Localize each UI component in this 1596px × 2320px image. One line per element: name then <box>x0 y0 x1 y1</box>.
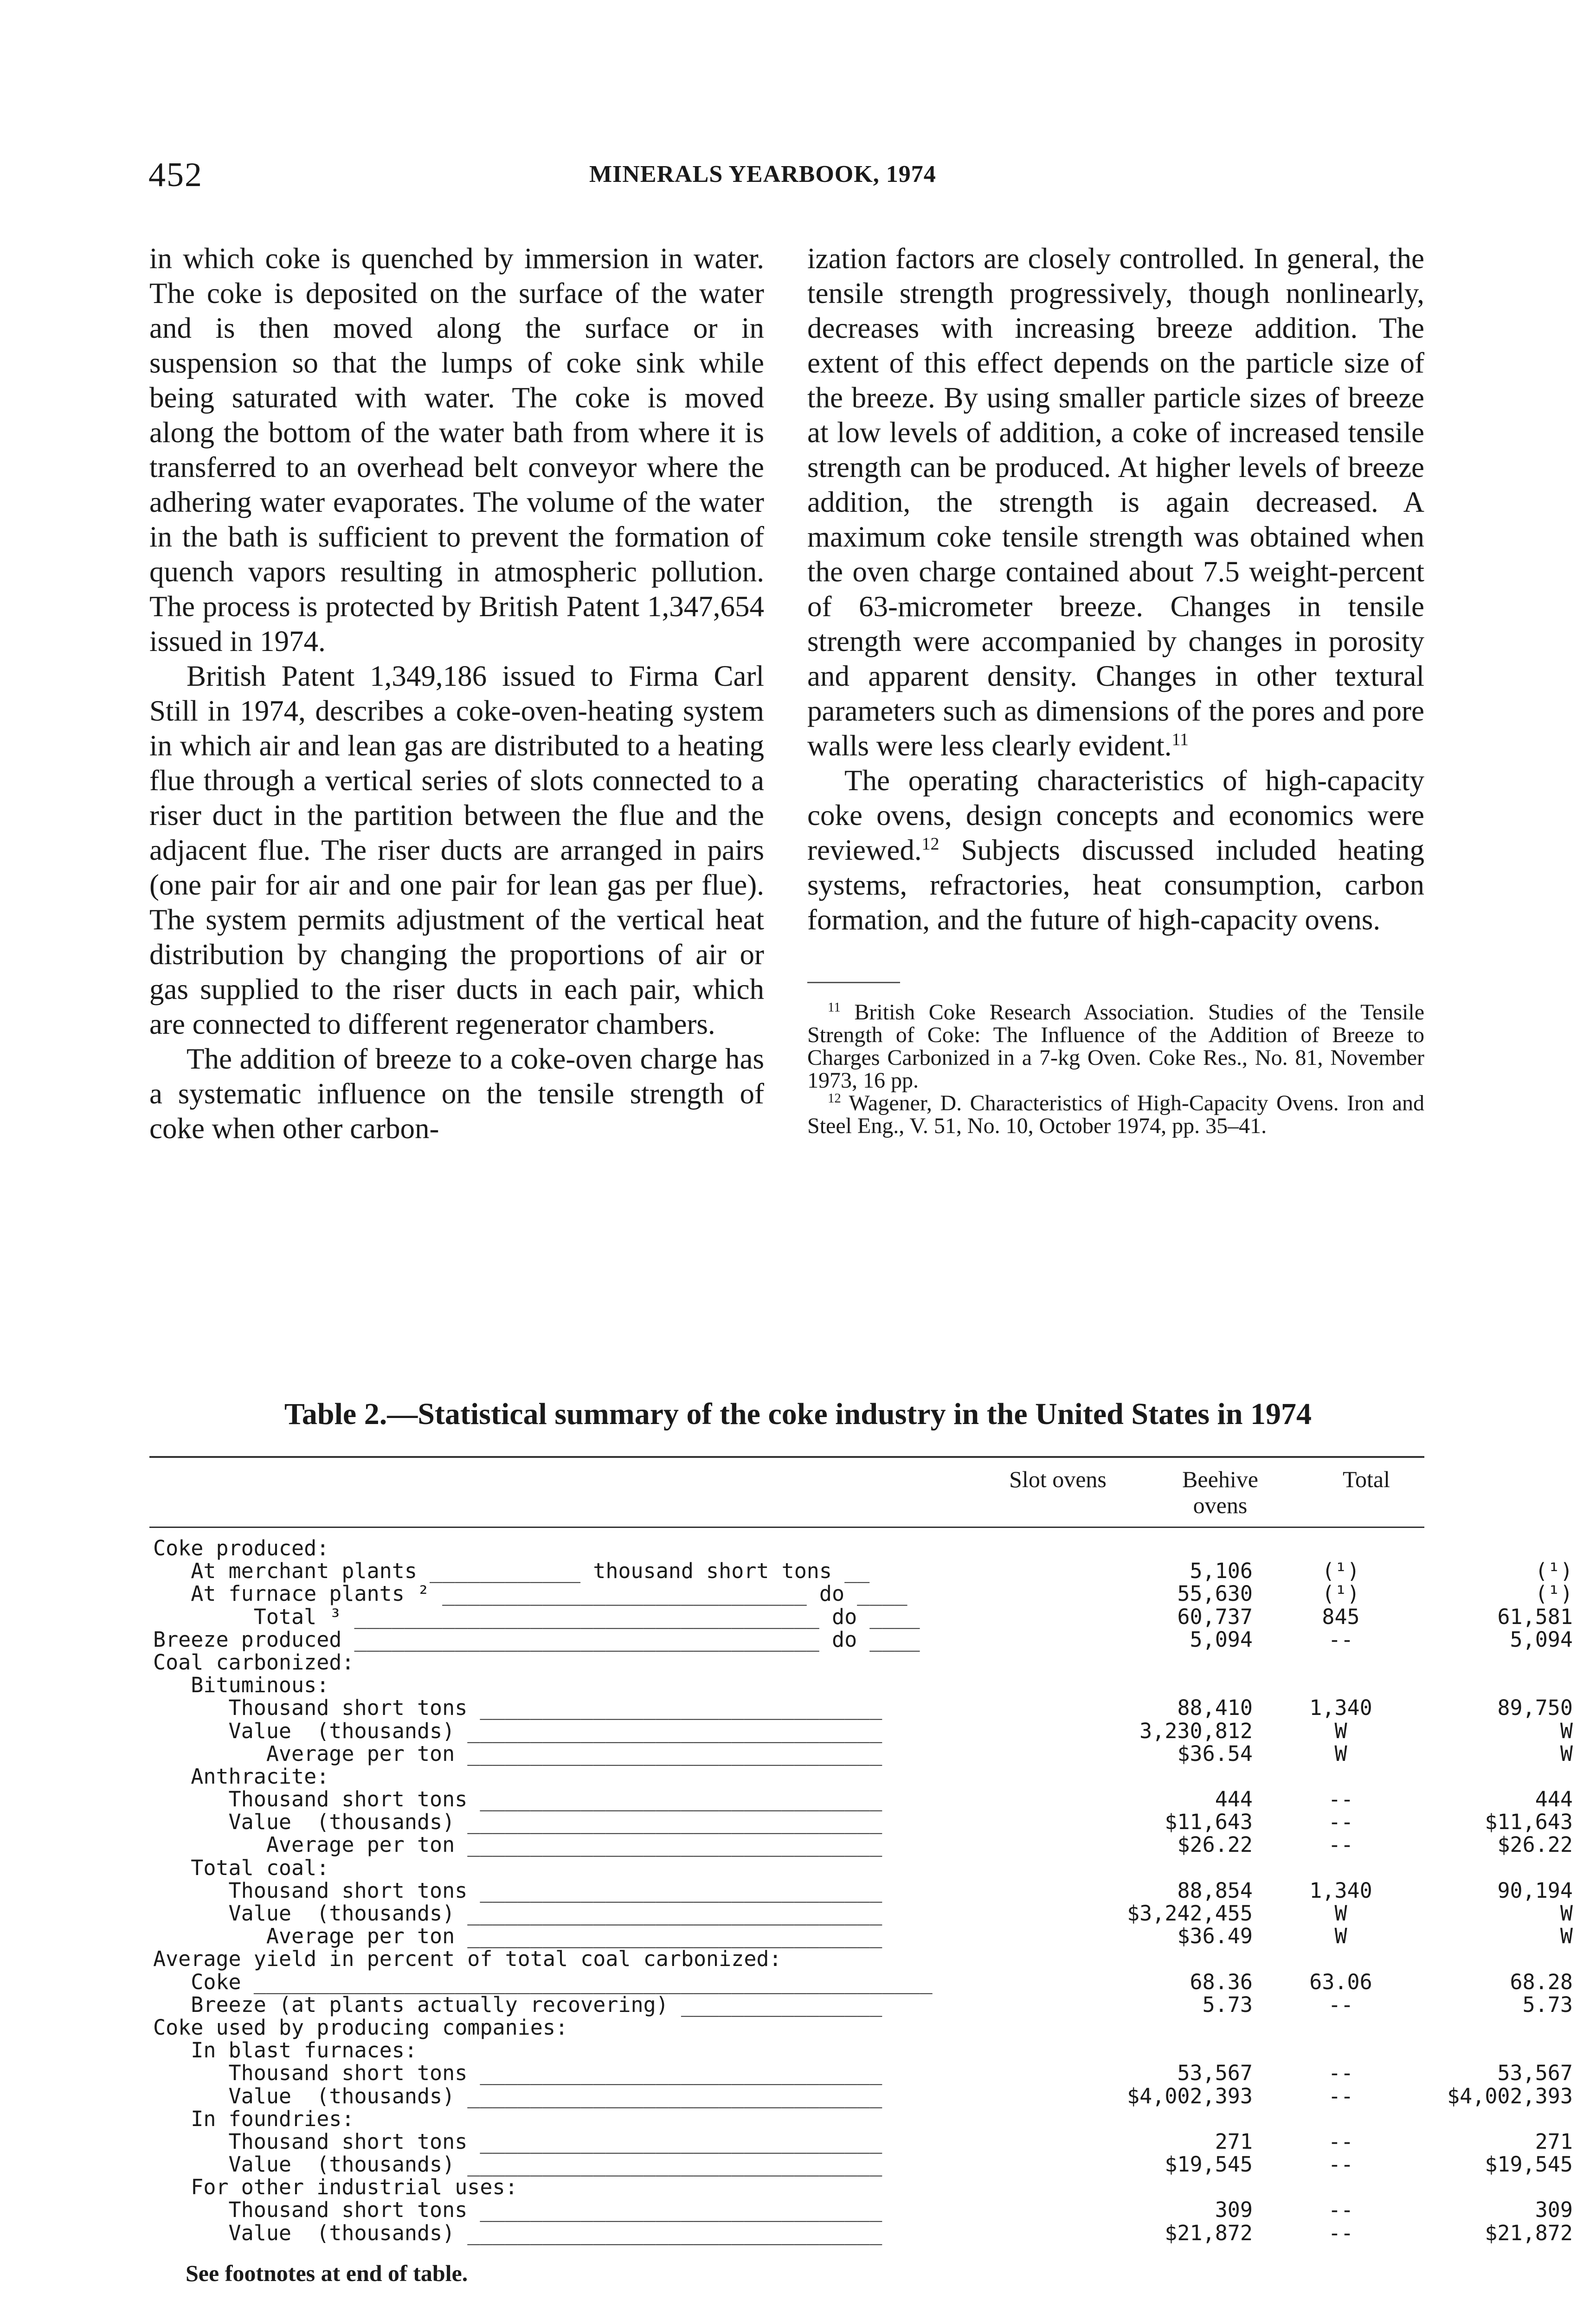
table-row <box>153 2083 1573 2108</box>
cell-total: $11,643 <box>1485 1810 1573 1835</box>
table-row <box>153 1718 1573 1743</box>
table-row <box>153 1947 1427 1970</box>
row-label: Value (thousands) _________________________________ <box>153 2152 882 2177</box>
page-number: 452 <box>148 156 203 194</box>
cell-slot: $3,242,455 <box>1127 1901 1253 1926</box>
cell-beehive: -- <box>1328 1810 1354 1835</box>
row-label: Value (thousands) _________________________________ <box>153 1901 882 1926</box>
footnote-number: 12 <box>828 1091 841 1106</box>
row-label: Coke used by producing companies: <box>153 2015 568 2040</box>
cell-slot: $11,643 <box>1165 1810 1253 1835</box>
cell-total: 309 <box>1535 2198 1573 2223</box>
cell-beehive: 63.06 <box>1309 1969 1372 1994</box>
row-label: Total ³ _____________________________________ do ____ <box>153 1604 920 1629</box>
table-row <box>153 2152 1573 2177</box>
footnote <box>807 1001 1424 1092</box>
row-label: Bituminous: <box>153 1673 329 1698</box>
cell-slot: $26.22 <box>1177 1832 1253 1857</box>
table-row <box>153 2198 1573 2223</box>
row-label: Breeze (at plants actually recovering) ________________ <box>153 1992 882 2017</box>
row-label: Thousand short tons ________________________________ <box>153 1878 882 1903</box>
footnote-text: Wagener, D. Characteristics of High-Capacity Ovens. Iron and Steel Eng., V. 51, No. 10, October 1974, pp. 35–41. <box>807 1091 1424 1138</box>
cell-total: 444 <box>1535 1787 1573 1812</box>
footnote-ref: 11 <box>1171 730 1189 749</box>
cell-beehive: -- <box>1328 1832 1354 1857</box>
row-label: Thousand short tons ________________________________ <box>153 1695 882 1721</box>
cell-beehive: W <box>1334 1924 1347 1949</box>
cell-slot: 53,567 <box>1177 2061 1253 2086</box>
table-row <box>153 1924 1573 1949</box>
cell-total: (¹) <box>1535 1559 1573 1584</box>
table-row <box>153 2016 1427 2039</box>
table-row <box>153 1810 1573 1835</box>
cell-slot: $4,002,393 <box>1127 2083 1253 2108</box>
row-label: Average per ton _________________________________ <box>153 1741 882 1766</box>
cell-slot: 68.36 <box>1190 1969 1253 1994</box>
table-row <box>153 2176 1427 2198</box>
paragraph-tensile-strength <box>807 241 1424 763</box>
table-row <box>153 1581 1573 1606</box>
row-label: Breeze produced _____________________________________ do ____ <box>153 1627 920 1652</box>
row-label: Thousand short tons ________________________________ <box>153 2129 882 2154</box>
table-row <box>153 2039 1427 2062</box>
row-label: In foundries: <box>153 2106 354 2131</box>
table-row <box>153 1559 1573 1584</box>
cell-slot: 444 <box>1215 1787 1253 1812</box>
cell-beehive: 845 <box>1322 1604 1360 1629</box>
paragraph-text: The operating characteristics of high-capacity coke ovens, design concepts and economics were reviewed. <box>807 764 1424 866</box>
cell-total: $19,545 <box>1485 2152 1573 2177</box>
cell-total: 61,581 <box>1497 1604 1573 1629</box>
cell-beehive: W <box>1334 1718 1347 1743</box>
footnote-ref: 12 <box>921 834 940 854</box>
table-row <box>153 1695 1573 1721</box>
footnote-divider <box>807 982 900 983</box>
cell-beehive: -- <box>1328 1627 1354 1652</box>
cell-total: 53,567 <box>1497 2061 1573 2086</box>
table-row <box>153 1604 1573 1629</box>
row-label: Anthracite: <box>153 1764 329 1789</box>
cell-beehive: -- <box>1328 2198 1354 2223</box>
cell-total: 271 <box>1535 2129 1573 2154</box>
column-header-beehive-ovens: Beehive ovens <box>1182 1466 1258 1518</box>
table-row <box>153 1627 1573 1652</box>
cell-beehive: -- <box>1328 2083 1354 2108</box>
row-label: Coal carbonized: <box>153 1650 354 1675</box>
footnote <box>807 1092 1424 1137</box>
row-label: Average per ton _________________________________ <box>153 1924 882 1949</box>
row-label: Coke produced: <box>153 1536 329 1560</box>
cell-beehive: -- <box>1328 2061 1354 2086</box>
table-row <box>153 1969 1573 1994</box>
cell-beehive: 1,340 <box>1309 1695 1372 1721</box>
table-row <box>153 1856 1427 1879</box>
table-row <box>153 1651 1427 1674</box>
cell-beehive: -- <box>1328 2220 1354 2245</box>
left-text-column <box>149 241 764 1146</box>
footnote-text: British Coke Research Association. Studies of the Tensile Strength of Coke: The Influence of the Addition of Breeze to Charges Carbonized in a 7-kg Oven. Coke Res., No. 81, November 1973, 16 pp. <box>807 1000 1425 1093</box>
cell-total: W <box>1560 1901 1573 1926</box>
row-label: Average yield in percent of total coal carbonized: <box>153 1946 782 1972</box>
table-row <box>153 1878 1573 1903</box>
cell-slot: 271 <box>1215 2129 1253 2154</box>
cell-slot: 55,630 <box>1177 1581 1253 1606</box>
table-row <box>153 2061 1573 2086</box>
cell-slot: 5,106 <box>1190 1559 1253 1584</box>
row-label: Thousand short tons ________________________________ <box>153 2061 882 2086</box>
paragraph-breeze-addition: The addition of breeze to a coke-oven charge has a systematic influence on the tensile strength of coke when other carbon- <box>149 1043 764 1145</box>
table-row <box>153 1832 1573 1857</box>
table-row <box>153 1901 1573 1926</box>
table-row <box>153 1992 1573 2017</box>
cell-slot: $19,545 <box>1165 2152 1253 2177</box>
row-label: In blast furnaces: <box>153 2038 417 2063</box>
row-label: Value (thousands) _________________________________ <box>153 1718 882 1743</box>
footnote-number: 11 <box>828 1000 841 1015</box>
cell-slot: 5,094 <box>1190 1627 1253 1652</box>
paragraph-high-capacity-ovens <box>807 763 1424 937</box>
cell-slot: $21,872 <box>1165 2220 1253 2245</box>
cell-total: 5.73 <box>1522 1992 1573 2017</box>
cell-slot: $36.49 <box>1177 1924 1253 1949</box>
cell-total: 89,750 <box>1497 1695 1573 1721</box>
cell-slot: 309 <box>1215 2198 1253 2223</box>
cell-total: 90,194 <box>1497 1878 1573 1903</box>
paragraph-quenching: in which coke is quenched by immersion in water. The coke is deposited on the surface of the water and is then moved along the surface or in suspension so that the lumps of coke sink while being saturated with water. The coke is moved along the bottom of the water bath from where it is transferred to an overhead belt conveyor where the adhering water evaporates. The volume of the water in the bath is sufficient to prevent the formation of quench vapors resulting in atmospheric pollution. The process is protected by British Patent 1,347,654 issued in 1974. <box>149 242 764 657</box>
cell-beehive: 1,340 <box>1309 1878 1372 1903</box>
row-label: Average per ton _________________________________ <box>153 1832 882 1857</box>
table-row <box>153 1787 1573 1812</box>
cell-beehive: (¹) <box>1322 1581 1360 1606</box>
row-label: Value (thousands) _________________________________ <box>153 1810 882 1835</box>
row-label: Thousand short tons ________________________________ <box>153 1787 882 1812</box>
cell-total: 5,094 <box>1510 1627 1573 1652</box>
running-head: MINERALS YEARBOOK, 1974 <box>589 161 936 187</box>
cell-slot: 5.73 <box>1202 1992 1253 2017</box>
paragraph-text: ization factors are closely controlled. In general, the tensile strength progressively, though nonlinearly, decreases with increasing breeze addition. The extent of this effect depends on the particle size of the breeze. By using smaller particle sizes of breeze at low levels of addition, a coke of increased tensile strength can be produced. At higher levels of breeze addition, the strength is again decreased. A maximum coke tensile strength was obtained when the oven charge contained about 7.5 weight-percent of 63-micrometer breeze. Changes in tensile strength were accompanied by changes in porosity and apparent density. Changes in other textural parameters such as dimensions of the pores and pore walls were less clearly evident. <box>807 242 1424 762</box>
column-header-total: Total <box>1342 1466 1390 1492</box>
table-title: Table 2.—Statistical summary of the coke industry in the United States in 1974 <box>284 1397 1312 1431</box>
row-label: Value (thousands) _________________________________ <box>153 2083 882 2108</box>
table-row <box>153 1765 1427 1788</box>
row-label: Total coal: <box>153 1855 329 1880</box>
cell-slot: 88,410 <box>1177 1695 1253 1721</box>
table-top-rule <box>149 1456 1424 1458</box>
cell-total: $4,002,393 <box>1447 2083 1573 2108</box>
row-label: For other industrial uses: <box>153 2175 518 2200</box>
table-row <box>153 1674 1427 1696</box>
row-label: At merchant plants ____________ thousand short tons __ <box>153 1559 870 1584</box>
paragraph-text: Subjects discussed included heating systems, refractories, heat consumption, carbon formation, and the future of high-capacity ovens. <box>807 834 1424 936</box>
row-label: Coke ______________________________________________________ <box>153 1969 933 1994</box>
cell-beehive: W <box>1334 1741 1347 1766</box>
cell-beehive: -- <box>1328 1787 1354 1812</box>
table-header-rule <box>149 1527 1424 1528</box>
table-row <box>153 1741 1573 1766</box>
row-label: Thousand short tons ________________________________ <box>153 2198 882 2223</box>
cell-beehive: -- <box>1328 1992 1354 2017</box>
table-row <box>153 2220 1573 2245</box>
cell-total: 68.28 <box>1510 1969 1573 1994</box>
cell-slot: 88,854 <box>1177 1878 1253 1903</box>
right-text-column <box>807 241 1424 1137</box>
row-label: At furnace plants ² _____________________________ do ____ <box>153 1581 907 1606</box>
cell-slot: $36.54 <box>1177 1741 1253 1766</box>
cell-slot: 60,737 <box>1177 1604 1253 1629</box>
table-row <box>153 2129 1573 2154</box>
table-row <box>153 2107 1427 2130</box>
cell-beehive: -- <box>1328 2129 1354 2154</box>
cell-total: (¹) <box>1535 1581 1573 1606</box>
cell-beehive: (¹) <box>1322 1559 1360 1584</box>
table-row <box>153 1537 1427 1560</box>
cell-total: $26.22 <box>1497 1832 1573 1857</box>
row-label: Value (thousands) _________________________________ <box>153 2220 882 2245</box>
cell-total: W <box>1560 1718 1573 1743</box>
column-header-slot-ovens: Slot ovens <box>1009 1466 1107 1492</box>
statistics-table-body <box>153 1536 1573 2245</box>
cell-total: W <box>1560 1741 1573 1766</box>
paragraph-heating-system: British Patent 1,349,186 issued to Firma Carl Still in 1974, describes a coke-oven-heating system in which air and lean gas are distributed to a heating flue through a vertical series of slots connected to a riser duct in the partition between the flue and the adjacent flue. The riser ducts are arranged in pairs (one pair for air and one pair for lean gas per flue). The system permits adjustment of the vertical heat distribution by changing the proportions of air or gas supplied to the riser ducts in each pair, which are connected to different regenerator chambers. <box>149 660 764 1040</box>
cell-beehive: -- <box>1328 2152 1354 2177</box>
cell-total: W <box>1560 1924 1573 1949</box>
table-note: See footnotes at end of table. <box>186 2260 468 2286</box>
cell-slot: 3,230,812 <box>1139 1718 1253 1743</box>
cell-total: $21,872 <box>1485 2220 1573 2245</box>
cell-beehive: W <box>1334 1901 1347 1926</box>
